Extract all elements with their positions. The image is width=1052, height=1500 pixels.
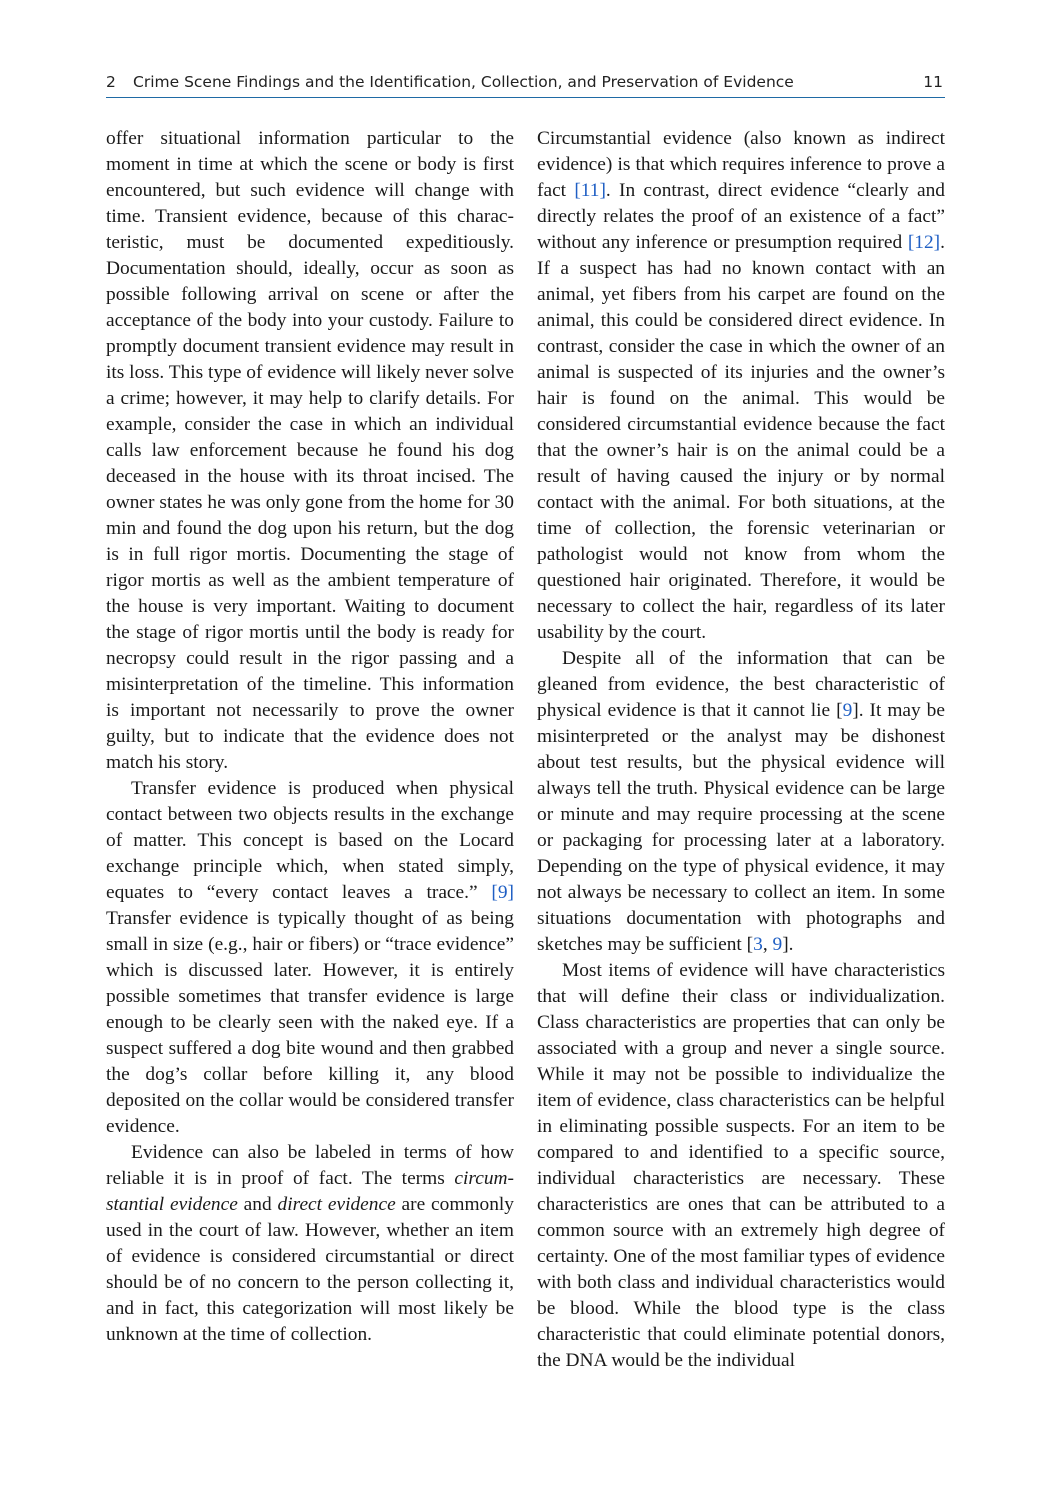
right-column bbox=[537, 126, 945, 1374]
running-header bbox=[106, 71, 945, 98]
paragraph-text: ]. bbox=[782, 934, 794, 955]
paragraph-text: Most items of evidence will have characteristics that will define their class or individualization. Class characteristics are properties that can only be associated with a group and never a single source. While it may not be possible to individualize the item of evidence, class characteristics can be helpful in eliminating possible suspects. For an item to be compared to and identified to a specific source, individual characteristics are necessary. These characteristics are ones that can be attributed to a common source with an extremely high degree of certainty. One of the most familiar types of evidence with both class and individual characteristics would be blood. While the blood type is the class characteristic that could eliminate potential donors, the DNA would be the individual bbox=[537, 960, 945, 1371]
paragraph-text: ]. It may be misinterpreted or the analyst may be dishonest about test results, but the physical evidence will always tell the truth. Physical evidence can be large or minute and may require processing at the scene or packaging for processing later at a laboratory. Depending on the type of physical evidence, it may not always be necessary to collect an item. In some situations documentation with photographs and sketches may be sufficient [ bbox=[537, 700, 945, 955]
page-number: 11 bbox=[923, 73, 943, 91]
paragraph-text: Circumstantial evidence (also known as indirect evidence) is that which requires inference to prove a fact bbox=[537, 128, 945, 201]
paragraph-text: . In contrast, direct evidence “clearly and directly relates the proof of an existence of a fact” without any inference or presumption required bbox=[537, 180, 945, 253]
paragraph-reliability bbox=[106, 1140, 514, 1348]
paragraph-class-characteristics bbox=[537, 958, 945, 1374]
emphasis-term: direct evidence bbox=[277, 1194, 396, 1215]
paragraph-text: Despite all of the information that can be gleaned from evidence, the best characteristic of physical evidence is that it cannot lie [ bbox=[537, 648, 945, 721]
citation-link[interactable]: [12] bbox=[907, 232, 941, 253]
chapter-title: Crime Scene Findings and the Identification, Collection, and Preservation of Evidence bbox=[133, 73, 794, 91]
citation-link[interactable]: [9] bbox=[491, 882, 514, 903]
emphasis-term: circumstantial evidence bbox=[106, 1168, 514, 1215]
left-column bbox=[106, 126, 514, 1348]
paragraph-text: are commonly used in the court of law. However, whether an item of evidence is considered circumstantial or direct should be of no concern to the person collecting it, and in fact, this categorization will most likely be unknown at the time of collection. bbox=[106, 1194, 514, 1345]
paragraph-text: Transfer evidence is produced when physical contact between two objects results in the exchange of matter. This concept is based on the Locard exchange principle which, when stated simply, equates to “every contact leaves a trace.” bbox=[106, 778, 514, 903]
paragraph-text: . If a suspect has had no known contact with an animal, yet fibers from his carpet are found on the animal, this could be considered direct evidence. In contrast, consider the case in which the owner of an animal is suspected of its injuries and the owner’s hair is found on the animal. This would be considered circumstantial evidence because the fact that the owner’s hair is on the animal could be a result of having caused the injury or by normal contact with the animal. For both situations, at the time of collection, the forensic veterinarian or pathologist would not know from whom the questioned hair originated. Therefore, it would be necessary to collect the hair, regardless of its later usability by the court. bbox=[537, 232, 945, 643]
citation-link[interactable]: 9 bbox=[772, 934, 783, 955]
paragraph-text: Transfer evidence is typically thought of as being small in size (e.g., hair or fibers) or “trace evidence” which is discussed later. However, it is entirely possible sometimes that transfer evidence is large enough to be clearly seen with the naked eye. If a suspect suffered a dog bite wound and then grabbed the dog’s collar before killing it, any blood deposited on the collar would be considered transfer evidence. bbox=[106, 908, 514, 1137]
citation-link[interactable]: 3 bbox=[753, 934, 763, 955]
paragraph-text: Evidence can also be labeled in terms of how reliable it is in proof of fact. The terms bbox=[106, 1142, 514, 1189]
citation-link[interactable]: 9 bbox=[842, 700, 853, 721]
citation-link[interactable]: [11] bbox=[574, 180, 606, 201]
paragraph-physical-evidence bbox=[537, 646, 945, 958]
paragraph-circumstantial-evidence bbox=[537, 126, 945, 646]
paragraph-transfer-evidence bbox=[106, 776, 514, 1140]
chapter-number: 2 bbox=[106, 73, 116, 91]
paragraph-transient-evidence bbox=[106, 126, 514, 776]
paragraph-text: offer situational information particular to the moment in time at which the scene or body is first encountered, but such evidence will change with time. Transient evidence, because of this characteristic, must be documented expeditiously. Documentation should, ideally, occur as soon as possible following arrival on scene or after the acceptance of the body into your custody. Failure to promptly document transient evidence may result in its loss. This type of evidence will likely never solve a crime; however, it may help to clarify details. For example, consider the case in which an individual calls law enforcement because he found his dog deceased in the house with its throat incised. The owner states he was only gone from the home for 30 min and found the dog upon his return, but the dog is in full rigor mortis. Documenting the stage of rigor mortis as well as the ambient temperature of the house is very important. Waiting to document the stage of rigor mortis until the body is ready for necropsy could result in the rigor passing and a misinterpretation of the timeline. This information is important not necessarily to prove the owner guilty, but to indicate that the evidence does not match his story. bbox=[106, 128, 514, 773]
paragraph-text: and bbox=[237, 1194, 278, 1215]
paragraph-text: , bbox=[762, 934, 773, 955]
